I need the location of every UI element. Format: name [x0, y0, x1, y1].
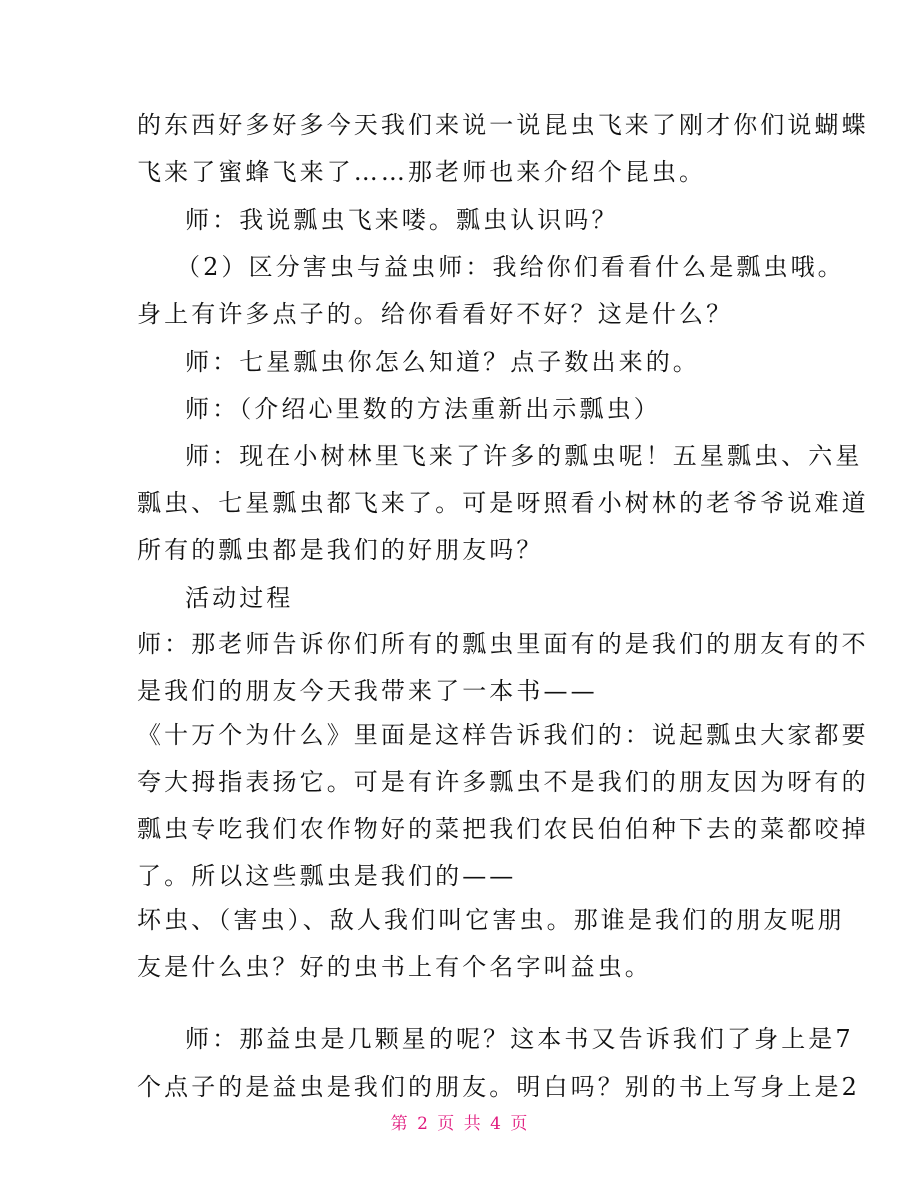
text-line: 师：七星瓢虫你怎么知道？点子数出来的。 — [185, 348, 700, 376]
text-line: 瓢虫专吃我们农作物好的菜把我们农民伯伯种下去的菜都咬掉 — [137, 815, 869, 843]
text-line: 个点子的是益虫是我们的朋友。明白吗？别的书上写身上是2 — [137, 1073, 860, 1101]
text-line: 师：那老师告诉你们所有的瓢虫里面有的是我们的朋友有的不 — [137, 630, 869, 658]
text-line: 师：现在小树林里飞来了许多的瓢虫呢！五星瓢虫、六星 — [185, 442, 863, 470]
text-line: 《十万个为什么》里面是这样告诉我们的：说起瓢虫大家都要 — [137, 721, 869, 749]
text-line: 的东西好多好多今天我们来说一说昆虫飞来了刚才你们说蝴蝶 — [137, 111, 869, 139]
text-line: 师：（介绍心里数的方法重新出示瓢虫） — [185, 395, 661, 423]
text-line: 友是什么虫？好的虫书上有个名字叫益虫。 — [137, 953, 652, 981]
text-line: 坏虫、（害虫）、敌人我们叫它害虫。那谁是我们的朋友呢朋 — [137, 906, 845, 934]
text-line: 是我们的朋友今天我带来了一本书—— — [137, 677, 598, 705]
text-line: 瓢虫、七星瓢虫都飞来了。可是呀照看小树林的老爷爷说难道 — [137, 489, 869, 517]
text-line: 师：我说瓢虫飞来喽。瓢虫认识吗？ — [185, 206, 619, 234]
text-line: 师：那益虫是几颗星的呢？这本书又告诉我们了身上是7 — [185, 1025, 854, 1053]
text-line: （2）区分害虫与益虫师：我给你们看看什么是瓢虫哦。 — [176, 253, 845, 281]
section-heading: 活动过程 — [185, 584, 294, 612]
text-line: 夸大拇指表扬它。可是有许多瓢虫不是我们的朋友因为呀有的 — [137, 768, 869, 796]
text-line: 了。所以这些瓢虫是我们的—— — [137, 862, 517, 890]
text-line: 飞来了蜜蜂飞来了……那老师也来介绍个昆虫。 — [137, 158, 707, 186]
page-number-footer: 第 2 页 共 4 页 — [390, 1114, 530, 1134]
text-line: 身上有许多点子的。给你看看好不好？这是什么？ — [137, 300, 734, 328]
text-line: 所有的瓢虫都是我们的好朋友吗？ — [137, 536, 544, 564]
